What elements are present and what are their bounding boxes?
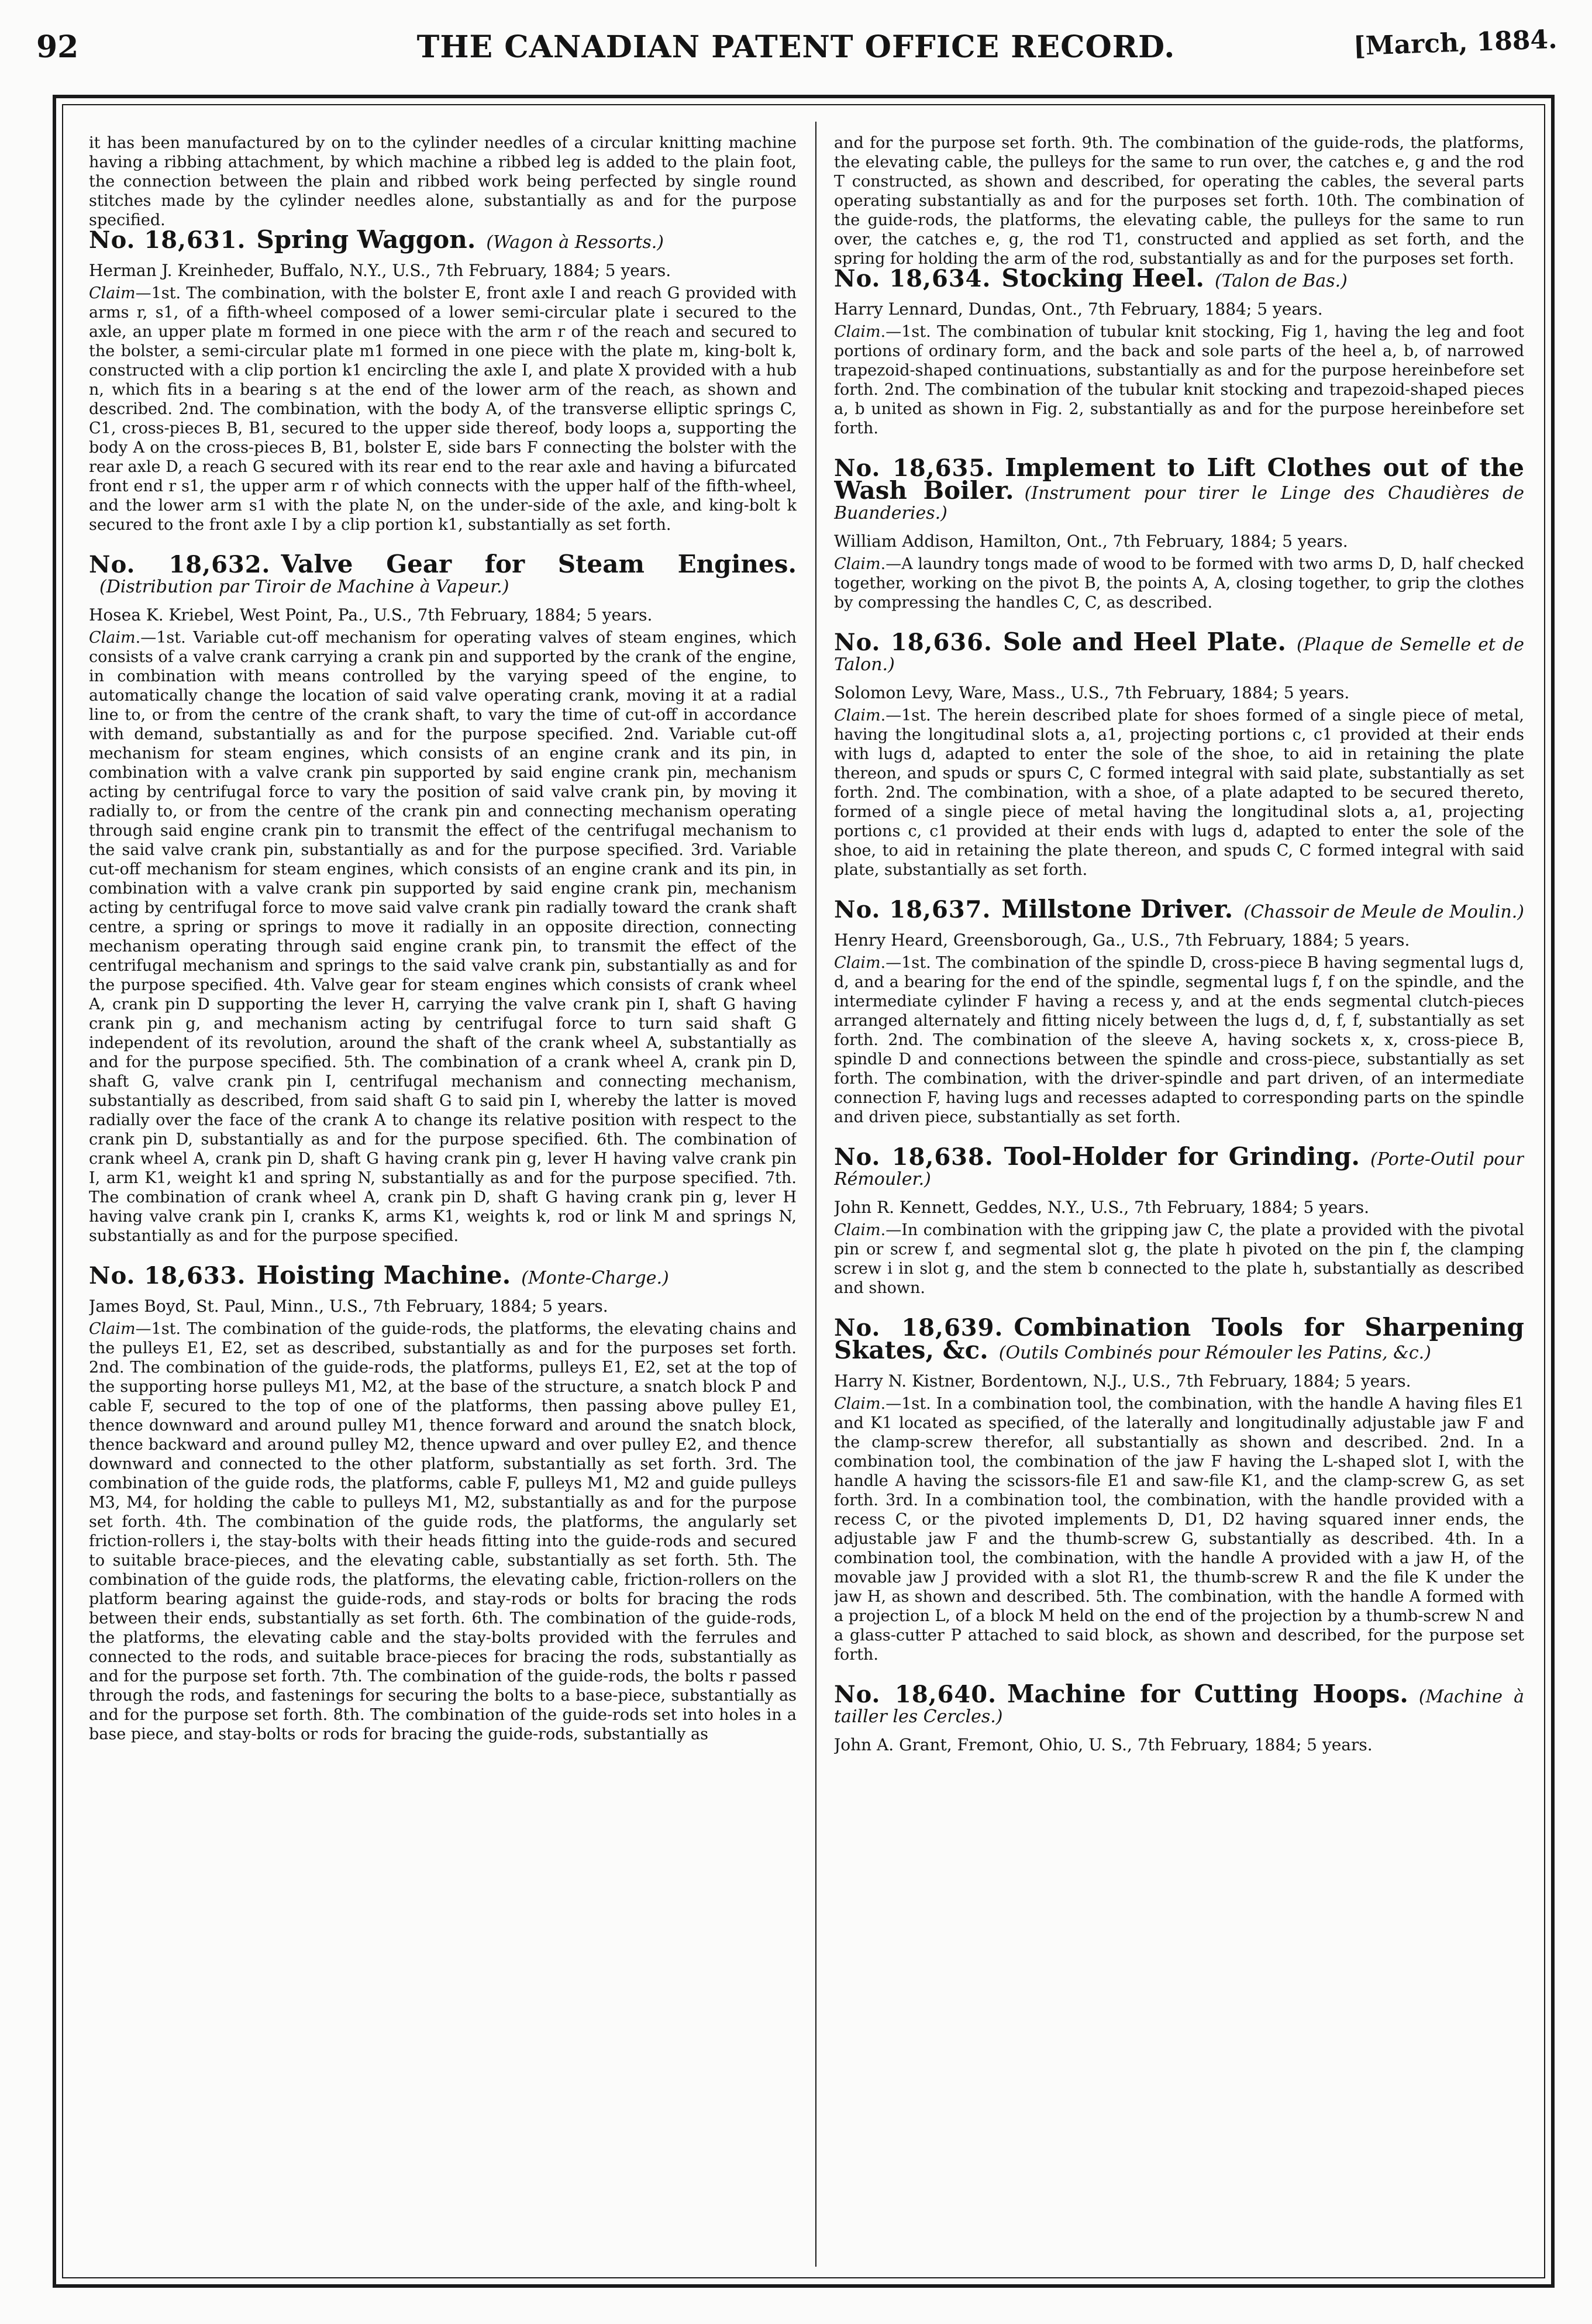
right-entries bbox=[834, 264, 1524, 1754]
claim-text: .—1st. In a combination tool, the combination, with the handle A having files E1 and K1 located as specified, of the laterally and longitudinally adjustable jaw F and the clamp-screw therefor, all substantially as shown and described. 2nd. In a combination tool, the combination of the jaw F having the L-shaped slot I, with the handle A having the scissors-file E1 and saw-file K1, and the clamp-screw G, as set forth. 3rd. In a combination tool, the combination, with the handle provided with a recess C, or the pivoted implements D, D1, D2 having squared inner ends, the adjustable jaw F and the thumb-screw G, substantially as described. 4th. In a combination tool, the combination, with the handle A provided with a jaw H, of the movable jaw J provided with a slot R1, the thumb-screw R and the file K under the jaw H, as shown and described. 5th. The combination, with the handle A formed with a projection L, of a block M held on the end of the projection by a thumb-screw N and a glass-cutter P attached to said block, as shown and described, for the purpose set forth. bbox=[834, 1395, 1524, 1664]
patent-number: No. 18,635. bbox=[834, 454, 995, 482]
issue-date: [March, 1884. bbox=[1352, 24, 1557, 62]
patent-entry bbox=[834, 453, 1524, 612]
patent-title: Stocking Heel. bbox=[1001, 264, 1205, 292]
claim-paragraph bbox=[834, 554, 1524, 612]
patent-title: Sole and Heel Plate. bbox=[1002, 627, 1286, 656]
patent-heading bbox=[834, 1313, 1524, 1364]
patent-french-title: (Chassoir de Meule de Moulin.) bbox=[1243, 902, 1524, 922]
patent-french-title: (Monte-Charge.) bbox=[521, 1268, 669, 1288]
claim-label: Claim bbox=[89, 284, 136, 302]
patent-title: Valve Gear for Steam Engines. bbox=[281, 550, 797, 578]
claim-label: Claim bbox=[89, 1320, 136, 1338]
claim-label: Claim bbox=[834, 1395, 881, 1413]
patentee-line: Hosea K. Kriebel, West Point, Pa., U.S., 7th February, 1884; 5 years. bbox=[89, 605, 653, 625]
continued-text: and for the purpose set forth. 9th. The combination of the guide-rods, the platforms, the elevating cable, the pulleys for the same to run over, the catches e, g and the rod T constructed, as shown and described, for operating the cables, the several parts operating substantially as and for the purposes set forth. 10th. The combination of the guide-rods, the platforms, the elevating cable, the pulleys for the same to run over, the catches e, g, the rod T1, constructed and applied as set forth, and the spring for holding the arm of the rod, substantially as and for the purposes set forth. bbox=[834, 134, 1524, 268]
claim-paragraph bbox=[89, 284, 797, 535]
claim-text: .—1st. The combination of the spindle D, cross-piece B having segmental lugs d, d, and a bearing for the end of the spindle, segmental lugs f, f on the spindle, and the intermediate cylinder F having a recess y, and at the ends segmental clutch-pieces arranged alternately and fitting nicely between the lugs d, d, f, f, substantially as set forth. 2nd. The combination of the sleeve A, having sockets x, x, cross-piece B, spindle D and connections between the spindle and cross-piece, substantially as set forth. The combination, with the driver-spindle and part driven, of an intermediate connection F, having lugs and recesses adapted to corresponding parts on the spindle and driven piece, substantially as set forth. bbox=[834, 954, 1524, 1126]
journal-title: THE CANADIAN PATENT OFFICE RECORD. bbox=[416, 29, 1176, 65]
patentee-line: John A. Grant, Fremont, Ohio, U. S., 7th February, 1884; 5 years. bbox=[834, 1735, 1373, 1754]
patentee-line: James Boyd, St. Paul, Minn., U.S., 7th February, 1884; 5 years. bbox=[89, 1297, 608, 1316]
patent-number: No. 18,636. bbox=[834, 629, 993, 656]
claim-label: Claim bbox=[834, 706, 881, 725]
patent-entry bbox=[89, 550, 797, 1246]
patent-title: Tool-Holder for Grinding. bbox=[1004, 1142, 1360, 1171]
patent-heading bbox=[834, 895, 1524, 923]
patent-title: Spring Waggon. bbox=[256, 225, 476, 254]
claim-label: Claim bbox=[834, 954, 881, 972]
patent-french-title: (Plaque de Semelle et de Talon.) bbox=[834, 635, 1524, 675]
patent-french-title: (Machine à tailler les Cercles.) bbox=[834, 1687, 1524, 1727]
claim-text: —1st. The combination, with the bolster E, front axle I and reach G provided with arms r, s1, of a fifth-wheel composed of a lower semi-circular plate i secured to the axle, an upper plate m formed in one piece with the arm r of the reach and secured to the bolster, a semi-circular plate m1 formed in one piece with the plate m, king-bolt k, constructed with a clip portion k1 encircling the axle I, and plate X provided with a hub n, which fits in a bearing s at the end of the lower arm of the reach, as shown and described. 2nd. The combination, with the body A, of the transverse elliptic springs C, C1, cross-pieces B, B1, secured to the upper side thereof, body loops a, supporting the body A on the cross-pieces B, B1, bolster E, side bars F connecting the bolster with the rear axle D, a reach G secured with its rear end to the rear axle and having a bifurcated front end r s1, the upper arm r of which connects with the upper half of the fifth-wheel, and the lower arm s1 with the plate N, on the under-side of the axle, and king-bolt k secured to the front axle I by a clip portion k1, substantially as set forth. bbox=[89, 284, 797, 534]
patent-heading bbox=[89, 225, 797, 254]
patent-title: Combination Tools for Sharpening Skates, &c. bbox=[834, 1313, 1524, 1364]
patent-french-title: (Instrument pour tirer le Linge des Chaudières de Buanderies.) bbox=[834, 483, 1524, 523]
patent-entry bbox=[834, 627, 1524, 880]
patent-heading bbox=[834, 1680, 1524, 1727]
patentee-line: Herman J. Kreinheder, Buffalo, N.Y., U.S., 7th February, 1884; 5 years. bbox=[89, 261, 671, 280]
patent-title: Hoisting Machine. bbox=[256, 1261, 511, 1289]
claim-text: —1st. The combination of the guide-rods, the platforms, the elevating chains and the pulleys E1, E2, set as described, substantially as and for the purposes set forth. 2nd. The combination of the guide-rods, the platforms, pulleys E1, E2, set at the top of the supporting horse pulleys M1, M2, at the base of the structure, a snatch block P and cable F, secured to the top of one of the platforms, then passing above pulley E1, thence downward and around pulley M1, thence forward and around the snatch block, thence backward and around pulley M2, thence upward and over pulley E2, and thence downward and connected to the other platform, substantially as set forth. 3rd. The combination of the guide rods, the platforms, cable F, pulleys M1, M2 and guide pulleys M3, M4, for holding the cable to pulleys M1, M2, substantially as and for the purpose set forth. 4th. The combination of the guide rods, the platforms, the angularly set friction-rollers i, the stay-bolts with their heads fitting into the guide-rods and secured to suitable brace-pieces, and the elevating cable, substantially as set forth. 5th. The combination of the guide rods, the platforms, the elevating cable, friction-rollers on the platform bearing against the guide-rods, and stay-rods or bolts for bracing the rods between their ends, substantially as set forth. 6th. The combination of the guide-rods, the platforms, the elevating cable and the stay-bolts provided with the ferrules and connected to the rods, and suitable brace-pieces for bracing the rods, substantially as and for the purpose set forth. 7th. The combination of the guide-rods, the bolts r passed through the rods, and fastenings for securing the bolts to a base-piece, substantially as and for the purpose set forth. 8th. The combination of the guide-rods set into holes in a base piece, and stay-bolts or rods for bracing the guide-rods, substantially as bbox=[89, 1320, 797, 1743]
patentee-line: William Addison, Hamilton, Ont., 7th February, 1884; 5 years. bbox=[834, 532, 1348, 551]
claim-text: .—1st. The combination of tubular knit stocking, Fig 1, having the leg and foot portions of ordinary form, and the back and sole parts of the heel a, b, of narrowed trapezoid-shaped continuations, substantially as and for the purpose hereinbefore set forth. 2nd. The combination of the tubular knit stocking and trapezoid-shaped pieces a, b united as shown in Fig. 2, substantially as and for the purpose hereinbefore set forth. bbox=[834, 323, 1524, 437]
patent-title: Millstone Driver. bbox=[1001, 895, 1233, 923]
claim-text: .—1st. The herein described plate for shoes formed of a single piece of metal, having the longitudinal slots a, a1, projecting portions c, c1 provided at their ends with lugs d, adapted to enter the sole of the shoe, to aid in retaining the plate thereon, and spuds or spurs C, C formed integral with said plate, substantially as set forth. 2nd. The combination, with a shoe, of a plate adapted to be secured thereto, formed of a single piece of metal having the longitudinal slots a, a1, projecting portions c, c1 provided at their ends with lugs d, adapted to enter the sole of the shoe, to aid in retaining the plate thereon, and spuds C, C formed integral with said plate, substantially as set forth. bbox=[834, 706, 1524, 879]
patent-number: No. 18,639. bbox=[834, 1314, 1004, 1342]
left-column bbox=[89, 133, 797, 2261]
claim-paragraph bbox=[834, 953, 1524, 1127]
patent-entry bbox=[834, 264, 1524, 438]
page-frame bbox=[53, 95, 1555, 2288]
column-divider bbox=[815, 122, 816, 2267]
continued-text: it has been manufactured by on to the cylinder needles of a circular knitting machine having a ribbing attachment, by which machine a ribbed leg is added to the plain foot, the connection between the plain and ribbed work being perfected by single round stitches made by the cylinder needles alone, substantially as and for the purpose specified. bbox=[89, 134, 797, 229]
claim-label: Claim bbox=[834, 1221, 881, 1239]
right-column bbox=[834, 133, 1524, 2261]
patent-entry bbox=[89, 1261, 797, 1744]
patent-number: No. 18,638. bbox=[834, 1143, 994, 1171]
patent-heading bbox=[89, 1261, 797, 1289]
patent-french-title: (Talon de Bas.) bbox=[1215, 271, 1348, 291]
claim-label: Claim bbox=[89, 629, 136, 647]
patentee-line: Solomon Levy, Ware, Mass., U.S., 7th February, 1884; 5 years. bbox=[834, 683, 1350, 702]
claim-paragraph bbox=[89, 1319, 797, 1744]
patent-number: No. 18,634. bbox=[834, 265, 991, 292]
patentee-line: Harry Lennard, Dundas, Ont., 7th February, 1884; 5 years. bbox=[834, 299, 1323, 319]
left-entries bbox=[89, 225, 797, 1744]
claim-text: .—In combination with the gripping jaw C, the plate a provided with the pivotal pin or screw f, and segmental slot g, the plate h pivoted on the pin f, the clamping screw i in slot g, and the stem b connected to the plate h, substantially as described and shown. bbox=[834, 1221, 1524, 1297]
patent-french-title: (Outils Combinés pour Rémouler les Patins, &c.) bbox=[998, 1343, 1431, 1363]
patent-title: Implement to Lift Clothes out of the Wash Boiler. bbox=[834, 453, 1524, 505]
page-number: 92 bbox=[36, 29, 79, 65]
patent-entry bbox=[834, 895, 1524, 1127]
patentee-line: Henry Heard, Greensborough, Ga., U.S., 7th February, 1884; 5 years. bbox=[834, 930, 1410, 950]
patent-french-title: (Porte-Outil pour Rémouler.) bbox=[834, 1149, 1524, 1189]
claim-paragraph bbox=[834, 1220, 1524, 1298]
patentee-line: John R. Kennett, Geddes, N.Y., U.S., 7th February, 1884; 5 years. bbox=[834, 1198, 1369, 1217]
patent-number: No. 18,633. bbox=[89, 1262, 246, 1289]
patent-entry bbox=[834, 1142, 1524, 1298]
patent-entry bbox=[89, 225, 797, 535]
page-header bbox=[0, 0, 1592, 94]
claim-paragraph bbox=[834, 706, 1524, 880]
patent-title: Machine for Cutting Hoops. bbox=[1007, 1680, 1408, 1708]
patent-heading bbox=[834, 453, 1524, 523]
patent-number: No. 18,637. bbox=[834, 896, 991, 923]
claim-label: Claim bbox=[834, 323, 881, 341]
claim-text: .—A laundry tongs made of wood to be formed with two arms D, D, half checked together, working on the pivot B, the points A, A, closing together, to grip the clothes by compressing the handles C, C, as described. bbox=[834, 555, 1524, 612]
claim-text: .—1st. Variable cut-off mechanism for operating valves of steam engines, which consists of a valve crank carrying a crank pin and supported by the crank of the engine, in combination with means controlled by the varying speed of the engine, to automatically change the location of said valve operating crank, moving it at a radial line to, or from the centre of the crank shaft, to vary the time of cut-off in accordance with demand, substantially as and for the purpose specified. 2nd. Variable cut-off mechanism for steam engines, which consists of an engine crank and its pin, in combination with a valve crank pin supported by said engine crank pin, mechanism acting by centrifugal force to vary the position of said valve crank pin, by moving it radially to, or from the centre of the crank pin and connecting mechanism operating through said engine crank pin to transmit the effect of the centrifugal mechanism to the said valve crank pin, substantially as and for the purpose specified. 3rd. Variable cut-off mechanism for steam engines, which consists of an engine crank and its pin, in combination with a valve crank pin supported by said engine crank pin, mechanism acting by centrifugal force to move said valve crank pin radially toward the crank shaft centre, a spring or springs to move it radially in an opposite direction, connecting mechanism operating through said engine crank pin, to transmit the effect of the centrifugal mechanism and springs to the said valve crank pin, substantially as and for the purpose specified. 4th. Valve gear for steam engines which consists of crank wheel A, crank pin D supporting the lever H, carrying the valve crank pin I, shaft G having crank pin g, and mechanism acting by centrifugal force to turn said shaft G independent of its revolution, around the shaft of the crank wheel A, substantially as and for the purpose specified. 5th. The combination of a crank wheel A, crank pin D, shaft G, valve crank pin I, centrifugal mechanism and connecting mechanism, substantially as described, from said shaft G to said pin I, whereby the latter is moved radially over the face of the crank A to change its relative position with respect to the crank pin D, substantially as and for the purpose specified. 6th. The combination of crank wheel A, crank pin D, shaft G having crank pin g, lever H having valve crank pin I, arm K1, weight k1 and spring N, substantially as and for the purpose specified. 7th. The combination of crank wheel A, crank pin D, shaft G having crank pin g, lever H having valve crank pin I, cranks K, arms K1, weights k, rod or link M and springs N, substantially as and for the purpose specified. bbox=[89, 629, 797, 1245]
claim-paragraph bbox=[834, 322, 1524, 438]
patent-heading bbox=[89, 550, 797, 597]
claim-paragraph bbox=[834, 1394, 1524, 1664]
patent-number: No. 18,632. bbox=[89, 551, 271, 578]
patentee-line: Harry N. Kistner, Bordentown, N.J., U.S., 7th February, 1884; 5 years. bbox=[834, 1371, 1411, 1391]
patent-number: No. 18,640. bbox=[834, 1681, 997, 1708]
patent-french-title: (Distribution par Tiroir de Machine à Vapeur.) bbox=[99, 577, 509, 597]
patent-entry bbox=[834, 1680, 1524, 1754]
patent-heading bbox=[834, 264, 1524, 292]
claim-label: Claim bbox=[834, 555, 881, 573]
patent-french-title: (Wagon à Ressorts.) bbox=[486, 232, 664, 253]
claim-paragraph bbox=[89, 628, 797, 1246]
patent-entry bbox=[834, 1313, 1524, 1664]
patent-heading bbox=[834, 1142, 1524, 1189]
patent-heading bbox=[834, 627, 1524, 675]
patent-number: No. 18,631. bbox=[89, 226, 246, 254]
